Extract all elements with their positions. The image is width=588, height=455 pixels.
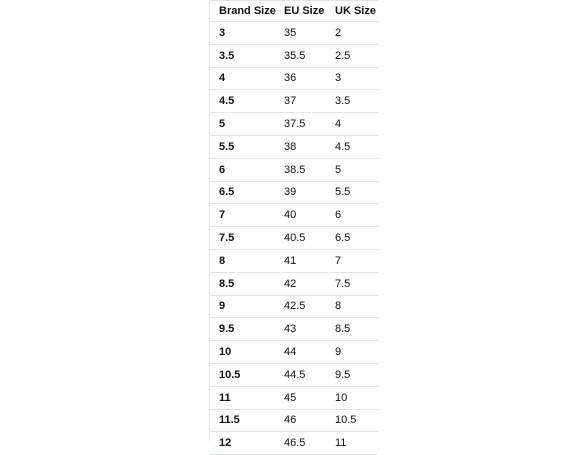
uk-size-cell: 9 bbox=[326, 341, 378, 364]
brand-size-cell: 6 bbox=[210, 158, 275, 181]
header-brand-size: Brand Size bbox=[210, 1, 275, 22]
table-header-row bbox=[210, 1, 378, 22]
eu-size-cell: 36 bbox=[275, 67, 326, 90]
brand-size-cell: 4.5 bbox=[210, 90, 275, 113]
uk-size-cell: 2 bbox=[326, 22, 378, 45]
uk-size-cell: 10.5 bbox=[326, 409, 378, 432]
uk-size-cell: 8.5 bbox=[326, 318, 378, 341]
table-row bbox=[210, 295, 378, 318]
eu-size-cell: 35.5 bbox=[275, 44, 326, 67]
brand-size-cell: 4 bbox=[210, 67, 275, 90]
brand-size-cell: 7.5 bbox=[210, 227, 275, 250]
brand-size-cell: 8 bbox=[210, 249, 275, 272]
uk-size-cell: 4 bbox=[326, 113, 378, 136]
uk-size-cell: 10 bbox=[326, 386, 378, 409]
size-table-body bbox=[210, 22, 378, 455]
table-row bbox=[210, 22, 378, 45]
eu-size-cell: 39 bbox=[275, 181, 326, 204]
brand-size-cell: 8.5 bbox=[210, 272, 275, 295]
uk-size-cell: 6.5 bbox=[326, 227, 378, 250]
uk-size-cell: 6 bbox=[326, 204, 378, 227]
eu-size-cell: 42.5 bbox=[275, 295, 326, 318]
table-row bbox=[210, 44, 378, 67]
table-row bbox=[210, 113, 378, 136]
table-row bbox=[210, 386, 378, 409]
size-chart-panel bbox=[209, 0, 382, 450]
eu-size-cell: 38 bbox=[275, 135, 326, 158]
brand-size-cell: 10.5 bbox=[210, 363, 275, 386]
eu-size-cell: 37.5 bbox=[275, 113, 326, 136]
eu-size-cell: 40 bbox=[275, 204, 326, 227]
table-row bbox=[210, 204, 378, 227]
uk-size-cell: 7.5 bbox=[326, 272, 378, 295]
uk-size-cell: 5 bbox=[326, 158, 378, 181]
brand-size-cell: 3.5 bbox=[210, 44, 275, 67]
eu-size-cell: 45 bbox=[275, 386, 326, 409]
uk-size-cell: 3 bbox=[326, 67, 378, 90]
eu-size-cell: 41 bbox=[275, 249, 326, 272]
eu-size-cell: 38.5 bbox=[275, 158, 326, 181]
eu-size-cell: 43 bbox=[275, 318, 326, 341]
table-row bbox=[210, 249, 378, 272]
uk-size-cell: 2.5 bbox=[326, 44, 378, 67]
table-row bbox=[210, 341, 378, 364]
eu-size-cell: 44 bbox=[275, 341, 326, 364]
table-row bbox=[210, 409, 378, 432]
eu-size-cell: 42 bbox=[275, 272, 326, 295]
table-row bbox=[210, 158, 378, 181]
brand-size-cell: 7 bbox=[210, 204, 275, 227]
size-chart-table bbox=[210, 0, 378, 455]
brand-size-cell: 9 bbox=[210, 295, 275, 318]
eu-size-cell: 35 bbox=[275, 22, 326, 45]
uk-size-cell: 7 bbox=[326, 249, 378, 272]
brand-size-cell: 11.5 bbox=[210, 409, 275, 432]
table-row bbox=[210, 90, 378, 113]
table-row bbox=[210, 363, 378, 386]
table-row bbox=[210, 135, 378, 158]
brand-size-cell: 6.5 bbox=[210, 181, 275, 204]
brand-size-cell: 5.5 bbox=[210, 135, 275, 158]
uk-size-cell: 4.5 bbox=[326, 135, 378, 158]
header-uk-size: UK Size bbox=[326, 1, 378, 22]
uk-size-cell: 8 bbox=[326, 295, 378, 318]
brand-size-cell: 10 bbox=[210, 341, 275, 364]
eu-size-cell: 46 bbox=[275, 409, 326, 432]
table-row bbox=[210, 67, 378, 90]
uk-size-cell: 11 bbox=[326, 432, 378, 455]
uk-size-cell: 3.5 bbox=[326, 90, 378, 113]
brand-size-cell: 3 bbox=[210, 22, 275, 45]
table-row bbox=[210, 181, 378, 204]
uk-size-cell: 9.5 bbox=[326, 363, 378, 386]
table-row bbox=[210, 227, 378, 250]
uk-size-cell: 5.5 bbox=[326, 181, 378, 204]
brand-size-cell: 12 bbox=[210, 432, 275, 455]
eu-size-cell: 46.5 bbox=[275, 432, 326, 455]
brand-size-cell: 9.5 bbox=[210, 318, 275, 341]
eu-size-cell: 44.5 bbox=[275, 363, 326, 386]
brand-size-cell: 5 bbox=[210, 113, 275, 136]
table-row bbox=[210, 318, 378, 341]
eu-size-cell: 37 bbox=[275, 90, 326, 113]
table-row bbox=[210, 272, 378, 295]
header-eu-size: EU Size bbox=[275, 1, 326, 22]
table-row bbox=[210, 432, 378, 455]
eu-size-cell: 40.5 bbox=[275, 227, 326, 250]
brand-size-cell: 11 bbox=[210, 386, 275, 409]
